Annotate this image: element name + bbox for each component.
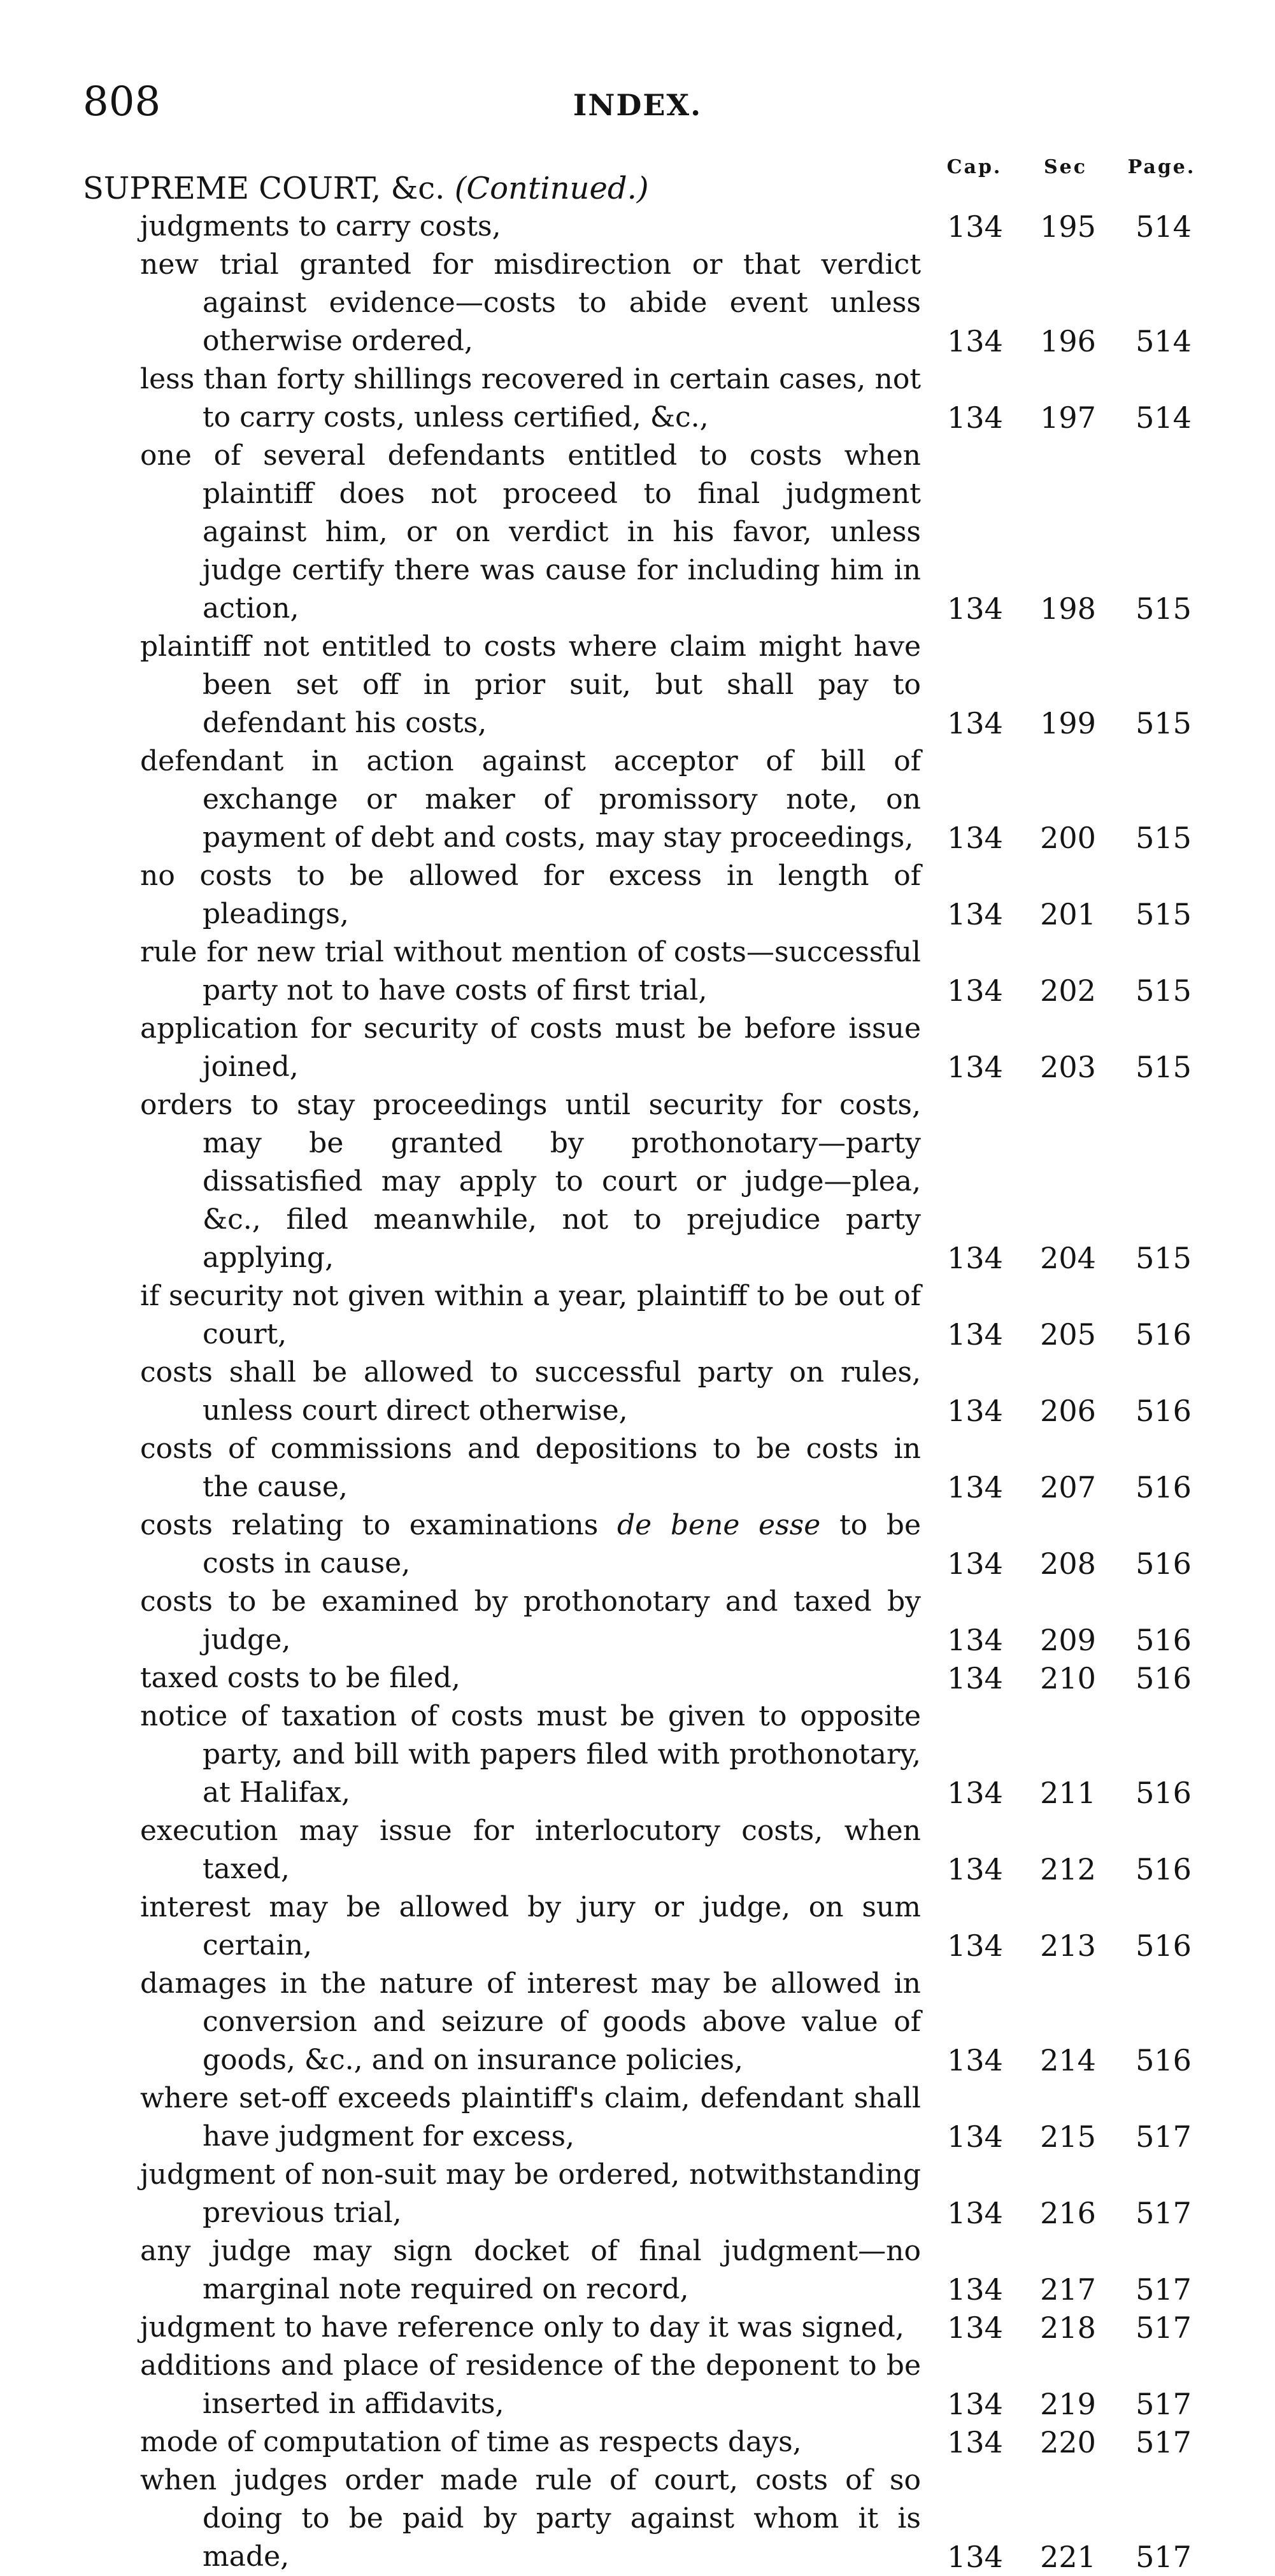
entry-text-after: to be costs in cause,	[203, 1509, 921, 1580]
entry-text-italic: de bene esse	[616, 1509, 821, 1541]
entry-text-main: no costs to be allowed for excess in length of pleadings,	[140, 860, 921, 930]
entry-text	[0, 2309, 930, 2347]
entry-text	[0, 1086, 930, 1277]
index-entry	[0, 857, 1275, 933]
entry-page: 516	[1136, 2043, 1192, 2077]
entry-text-main: if security not given within a year, plaintiff to be out of court,	[140, 1280, 921, 1350]
entry-sec: 198	[1040, 591, 1096, 626]
index-entry	[0, 1965, 1275, 2079]
entry-sec: 214	[1040, 2043, 1096, 2077]
entry-sec: 210	[1040, 1661, 1096, 1695]
entry-page: 514	[1136, 324, 1192, 358]
entry-cap: 134	[947, 591, 1003, 626]
entry-page: 517	[1136, 2196, 1192, 2230]
entry-sec: 221	[1040, 2540, 1096, 2574]
entry-text	[0, 360, 930, 437]
entry-cap: 134	[947, 2120, 1003, 2154]
entry-cap: 134	[947, 2272, 1003, 2307]
section-continued: (Continued.)	[454, 171, 649, 206]
entry-page: 516	[1136, 1852, 1192, 1886]
entry-page: 517	[1136, 2425, 1192, 2459]
entry-text-main: additions and place of residence of the deponent to be inserted in affidavits,	[140, 2349, 921, 2420]
column-header-sec: Sec	[1043, 156, 1088, 178]
entry-sec: 208	[1040, 1546, 1096, 1581]
entry-page: 517	[1136, 2540, 1192, 2574]
entry-cap: 134	[947, 2311, 1003, 2345]
entry-text	[0, 1506, 930, 1583]
entry-sec: 220	[1040, 2425, 1096, 2459]
column-header-page: Page.	[1127, 156, 1196, 178]
entry-cap: 134	[947, 1852, 1003, 1886]
index-entry	[0, 208, 1275, 246]
index-entry	[0, 742, 1275, 857]
index-entry	[0, 1812, 1275, 1888]
entry-page: 515	[1136, 821, 1192, 855]
entry-cap: 134	[947, 1623, 1003, 1657]
entry-cap: 134	[947, 2425, 1003, 2459]
section-title: SUPREME COURT, &c.	[83, 171, 445, 206]
index-entry	[0, 1430, 1275, 1506]
entry-text	[0, 1277, 930, 1354]
entry-sec: 200	[1040, 821, 1096, 855]
entry-text	[0, 857, 930, 933]
entry-cap: 134	[947, 1776, 1003, 1810]
entry-cap: 134	[947, 706, 1003, 740]
entry-cap: 134	[947, 2043, 1003, 2077]
entry-cap: 134	[947, 821, 1003, 855]
entry-page: 515	[1136, 897, 1192, 931]
entry-text-main: one of several defendants entitled to costs when plaintiff does not proceed to final judgment against him, or on verdict in his favor, unless judge certify there was cause for including him in action,	[140, 439, 921, 625]
entry-text	[0, 2232, 930, 2309]
entry-text-main: costs relating to examinations	[140, 1509, 599, 1541]
index-entry	[0, 360, 1275, 437]
entry-sec: 212	[1040, 1852, 1096, 1886]
entry-sec: 213	[1040, 1928, 1096, 1963]
entry-page: 515	[1136, 973, 1192, 1008]
entry-cap: 134	[947, 2540, 1003, 2574]
entry-cap: 134	[947, 973, 1003, 1008]
entry-page: 516	[1136, 1928, 1192, 1963]
entry-page: 516	[1136, 1317, 1192, 1352]
entry-text	[0, 1965, 930, 2079]
entry-cap: 134	[947, 209, 1003, 244]
entry-page: 515	[1136, 706, 1192, 740]
index-entry	[0, 246, 1275, 360]
entry-text	[0, 1888, 930, 1965]
running-head: INDEX.	[573, 88, 702, 122]
entry-text	[0, 437, 930, 628]
entry-cap: 134	[947, 1241, 1003, 1275]
entry-cap: 134	[947, 400, 1003, 435]
entry-text	[0, 2156, 930, 2232]
entry-page: 516	[1136, 1661, 1192, 1695]
entry-text	[0, 1430, 930, 1506]
index-entry	[0, 437, 1275, 628]
entry-sec: 215	[1040, 2120, 1096, 2154]
entry-text-main: rule for new trial without mention of costs—successful party not to have costs of first trial,	[140, 936, 921, 1007]
entry-text-main: judgment to have reference only to day it was signed,	[140, 2311, 904, 2344]
entry-cap: 134	[947, 1050, 1003, 1084]
entry-text	[0, 1697, 930, 1812]
entry-text-main: taxed costs to be filed,	[140, 1662, 460, 1694]
entry-text-main: less than forty shillings recovered in certain cases, not to carry costs, unless certified, &c.,	[140, 363, 921, 434]
entry-sec: 201	[1040, 897, 1096, 931]
entry-text	[0, 1583, 930, 1659]
entry-text-main: application for security of costs must be before issue joined,	[140, 1012, 921, 1083]
column-header-cap: Cap.	[946, 156, 1002, 178]
index-entry	[0, 2461, 1275, 2576]
entry-text	[0, 1659, 930, 1697]
entry-text-main: execution may issue for interlocutory costs, when taxed,	[140, 1815, 921, 1885]
entry-cap: 134	[947, 2196, 1003, 2230]
entry-page: 515	[1136, 1241, 1192, 1275]
entry-cap: 134	[947, 1470, 1003, 1504]
entry-text-main: judgments to carry costs,	[140, 210, 501, 243]
entry-page: 517	[1136, 2120, 1192, 2154]
index-entry	[0, 2423, 1275, 2461]
index-entry	[0, 1697, 1275, 1812]
entry-text-main: orders to stay proceedings until security for costs, may be granted by prothonotary—party dissatisfied may apply to court or judge—plea, &c., filed meanwhile, not to prejudice party applying,	[140, 1089, 921, 1274]
entry-cap: 134	[947, 1394, 1003, 1428]
entry-text-main: costs shall be allowed to successful party on rules, unless court direct otherwise,	[140, 1356, 921, 1427]
entry-text	[0, 1354, 930, 1430]
entry-text	[0, 246, 930, 360]
entry-text-main: notice of taxation of costs must be given to opposite party, and bill with papers filed with prothonotary, at Halifax,	[140, 1700, 921, 1809]
entry-text-main: mode of computation of time as respects days,	[140, 2426, 802, 2458]
index-entry	[0, 1010, 1275, 1086]
entry-sec: 202	[1040, 973, 1096, 1008]
entry-sec: 197	[1040, 400, 1096, 435]
index-entry	[0, 2156, 1275, 2232]
entry-page: 515	[1136, 591, 1192, 626]
entry-text-main: new trial granted for misdirection or that verdict against evidence—costs to abide event unless otherwise ordered,	[140, 248, 921, 357]
section-heading	[83, 169, 649, 208]
entry-sec: 217	[1040, 2272, 1096, 2307]
entry-text-main: costs of commissions and depositions to be costs in the cause,	[140, 1433, 921, 1503]
entry-text	[0, 1812, 930, 1888]
entry-text-main: any judge may sign docket of final judgment—no marginal note required on record,	[140, 2235, 921, 2305]
entry-page: 516	[1136, 1470, 1192, 1504]
entry-text-main: defendant in action against acceptor of bill of exchange or maker of promissory note, on payment of debt and costs, may stay proceedings,	[140, 745, 921, 854]
entry-sec: 205	[1040, 1317, 1096, 1352]
entry-page: 517	[1136, 2311, 1192, 2345]
entry-cap: 134	[947, 2387, 1003, 2421]
entry-text-main: judgment of non-suit may be ordered, notwithstanding previous trial,	[140, 2158, 921, 2229]
entry-sec: 218	[1040, 2311, 1096, 2345]
entry-page: 516	[1136, 1546, 1192, 1581]
entry-cap: 134	[947, 324, 1003, 358]
entry-cap: 134	[947, 1546, 1003, 1581]
entry-text	[0, 208, 930, 246]
page-number: 808	[83, 78, 161, 125]
index-entry	[0, 1277, 1275, 1354]
entry-page: 516	[1136, 1394, 1192, 1428]
entry-sec: 207	[1040, 1470, 1096, 1504]
entry-cap: 134	[947, 1661, 1003, 1695]
entry-sec: 216	[1040, 2196, 1096, 2230]
entry-sec: 206	[1040, 1394, 1096, 1428]
entry-text-main: costs to be examined by prothonotary and taxed by judge,	[140, 1585, 921, 1656]
entry-page: 516	[1136, 1623, 1192, 1657]
entry-sec: 196	[1040, 324, 1096, 358]
index-entry	[0, 628, 1275, 742]
entry-text-main: interest may be allowed by jury or judge, on sum certain,	[140, 1891, 921, 1962]
entry-cap: 134	[947, 1928, 1003, 1963]
entry-page: 516	[1136, 1776, 1192, 1810]
entry-sec: 209	[1040, 1623, 1096, 1657]
entry-page: 514	[1136, 400, 1192, 435]
index-entry	[0, 1888, 1275, 1965]
index-entry	[0, 1583, 1275, 1659]
entry-text	[0, 2079, 930, 2156]
index-entry	[0, 2232, 1275, 2309]
entry-sec: 195	[1040, 209, 1096, 244]
entry-sec: 203	[1040, 1050, 1096, 1084]
entry-text	[0, 2461, 930, 2576]
entry-text	[0, 933, 930, 1010]
entry-cap: 134	[947, 897, 1003, 931]
entry-page: 514	[1136, 209, 1192, 244]
entry-sec: 199	[1040, 706, 1096, 740]
entry-text-main: when judges order made rule of court, costs of so doing to be paid by party against whom it is made,	[140, 2464, 921, 2573]
index-entry	[0, 1354, 1275, 1430]
entry-text	[0, 2423, 930, 2461]
entry-sec: 219	[1040, 2387, 1096, 2421]
index-entry	[0, 1506, 1275, 1583]
index-entry	[0, 1659, 1275, 1697]
index-entry	[0, 2079, 1275, 2156]
entry-text	[0, 2347, 930, 2423]
index-entry	[0, 2347, 1275, 2423]
entry-text-main: damages in the nature of interest may be allowed in conversion and seizure of goods above value of goods, &c., and on insurance policies,	[140, 1967, 921, 2076]
entry-text-main: plaintiff not entitled to costs where claim might have been set off in prior suit, but shall pay to defendant his costs,	[140, 630, 921, 739]
entry-page: 517	[1136, 2387, 1192, 2421]
entry-text	[0, 742, 930, 857]
index-entry	[0, 933, 1275, 1010]
index-entry	[0, 1086, 1275, 1277]
entry-sec: 204	[1040, 1241, 1096, 1275]
entry-text-main: where set-off exceeds plaintiff's claim, defendant shall have judgment for excess,	[140, 2082, 921, 2153]
index-entry	[0, 2309, 1275, 2347]
index-entries	[0, 208, 1275, 2576]
entry-page: 515	[1136, 1050, 1192, 1084]
entry-cap: 134	[947, 1317, 1003, 1352]
entry-sec: 211	[1040, 1776, 1096, 1810]
entry-text	[0, 1010, 930, 1086]
entry-page: 517	[1136, 2272, 1192, 2307]
entry-text	[0, 628, 930, 742]
